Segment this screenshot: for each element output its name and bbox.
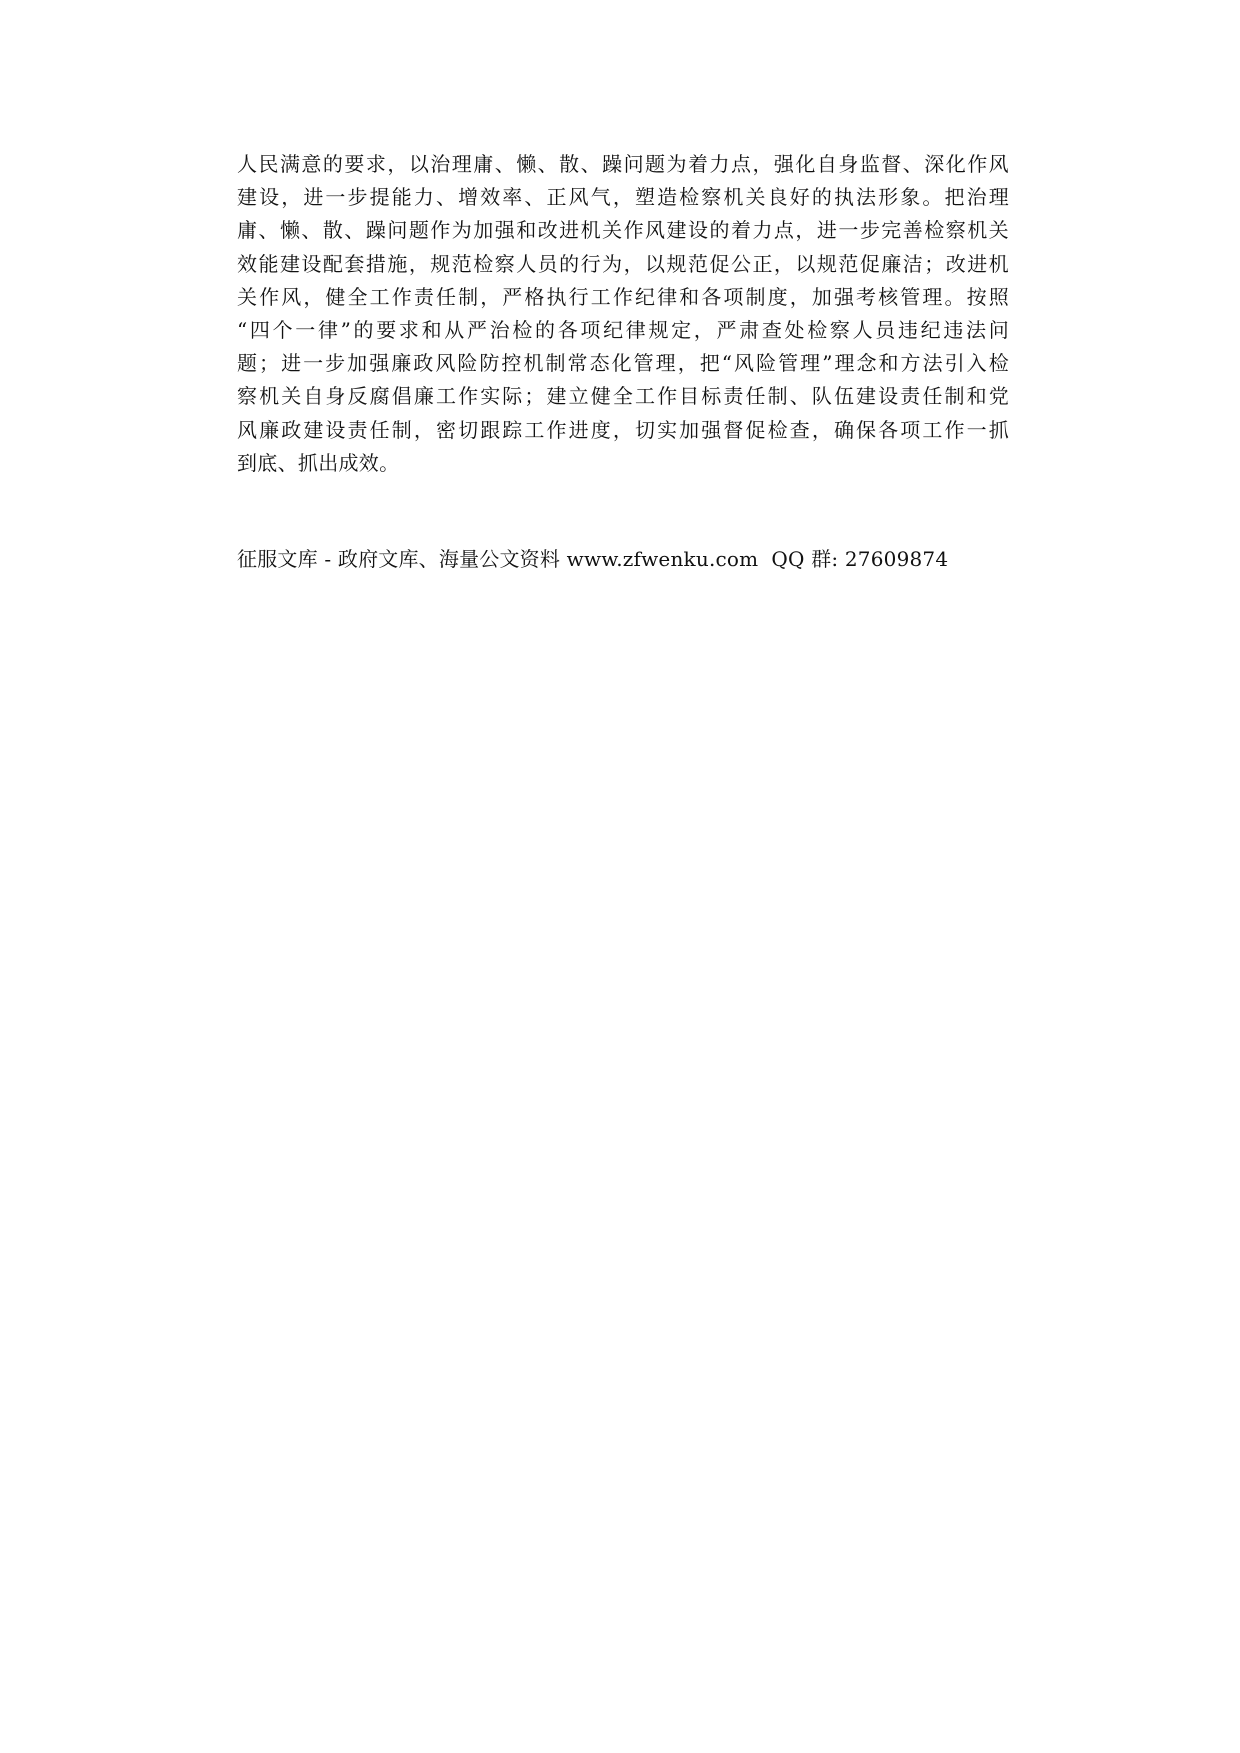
paragraph-line-9: 风廉政建设责任制，密切跟踪工作进度，切实加强督促检查，确保各项工作一抓 <box>237 417 1009 442</box>
paragraph-line-5: 关作风，健全工作责任制，严格执行工作纪律和各项制度，加强考核管理。按照 <box>237 284 1009 309</box>
paragraph-line-4: 效能建设配套措施，规范检察人员的行为，以规范促公正，以规范促廉洁；改进机 <box>237 251 1009 276</box>
paragraph-line-8: 察机关自身反腐倡廉工作实际；建立健全工作目标责任制、队伍建设责任制和党 <box>237 384 1009 409</box>
paragraph-line-10: 到底、抓出成效。 <box>237 450 400 475</box>
paragraph-line-7: 题；进一步加强廉政风险防控机制常态化管理，把“风险管理”理念和方法引入检 <box>237 351 1009 376</box>
paragraph-line-1: 人民满意的要求，以治理庸、懒、散、躁问题为着力点，强化自身监督、深化作风 <box>237 152 1009 176</box>
body-paragraph <box>237 148 1009 480</box>
paragraph-line-6: “四个一律”的要求和从严治检的各项纪律规定，严肃查处检察人员违纪违法问 <box>237 318 1009 343</box>
footer-source-line: 征服文库 - 政府文库、海量公文资料 www.zfwenku.com QQ 群: 27609874 <box>237 547 949 571</box>
paragraph-line-3: 庸、懒、散、躁问题作为加强和改进机关作风建设的着力点，进一步完善检察机关 <box>237 218 1009 243</box>
paragraph-line-2: 建设，进一步提能力、增效率、正风气，塑造检察机关良好的执法形象。把治理 <box>237 185 1009 210</box>
